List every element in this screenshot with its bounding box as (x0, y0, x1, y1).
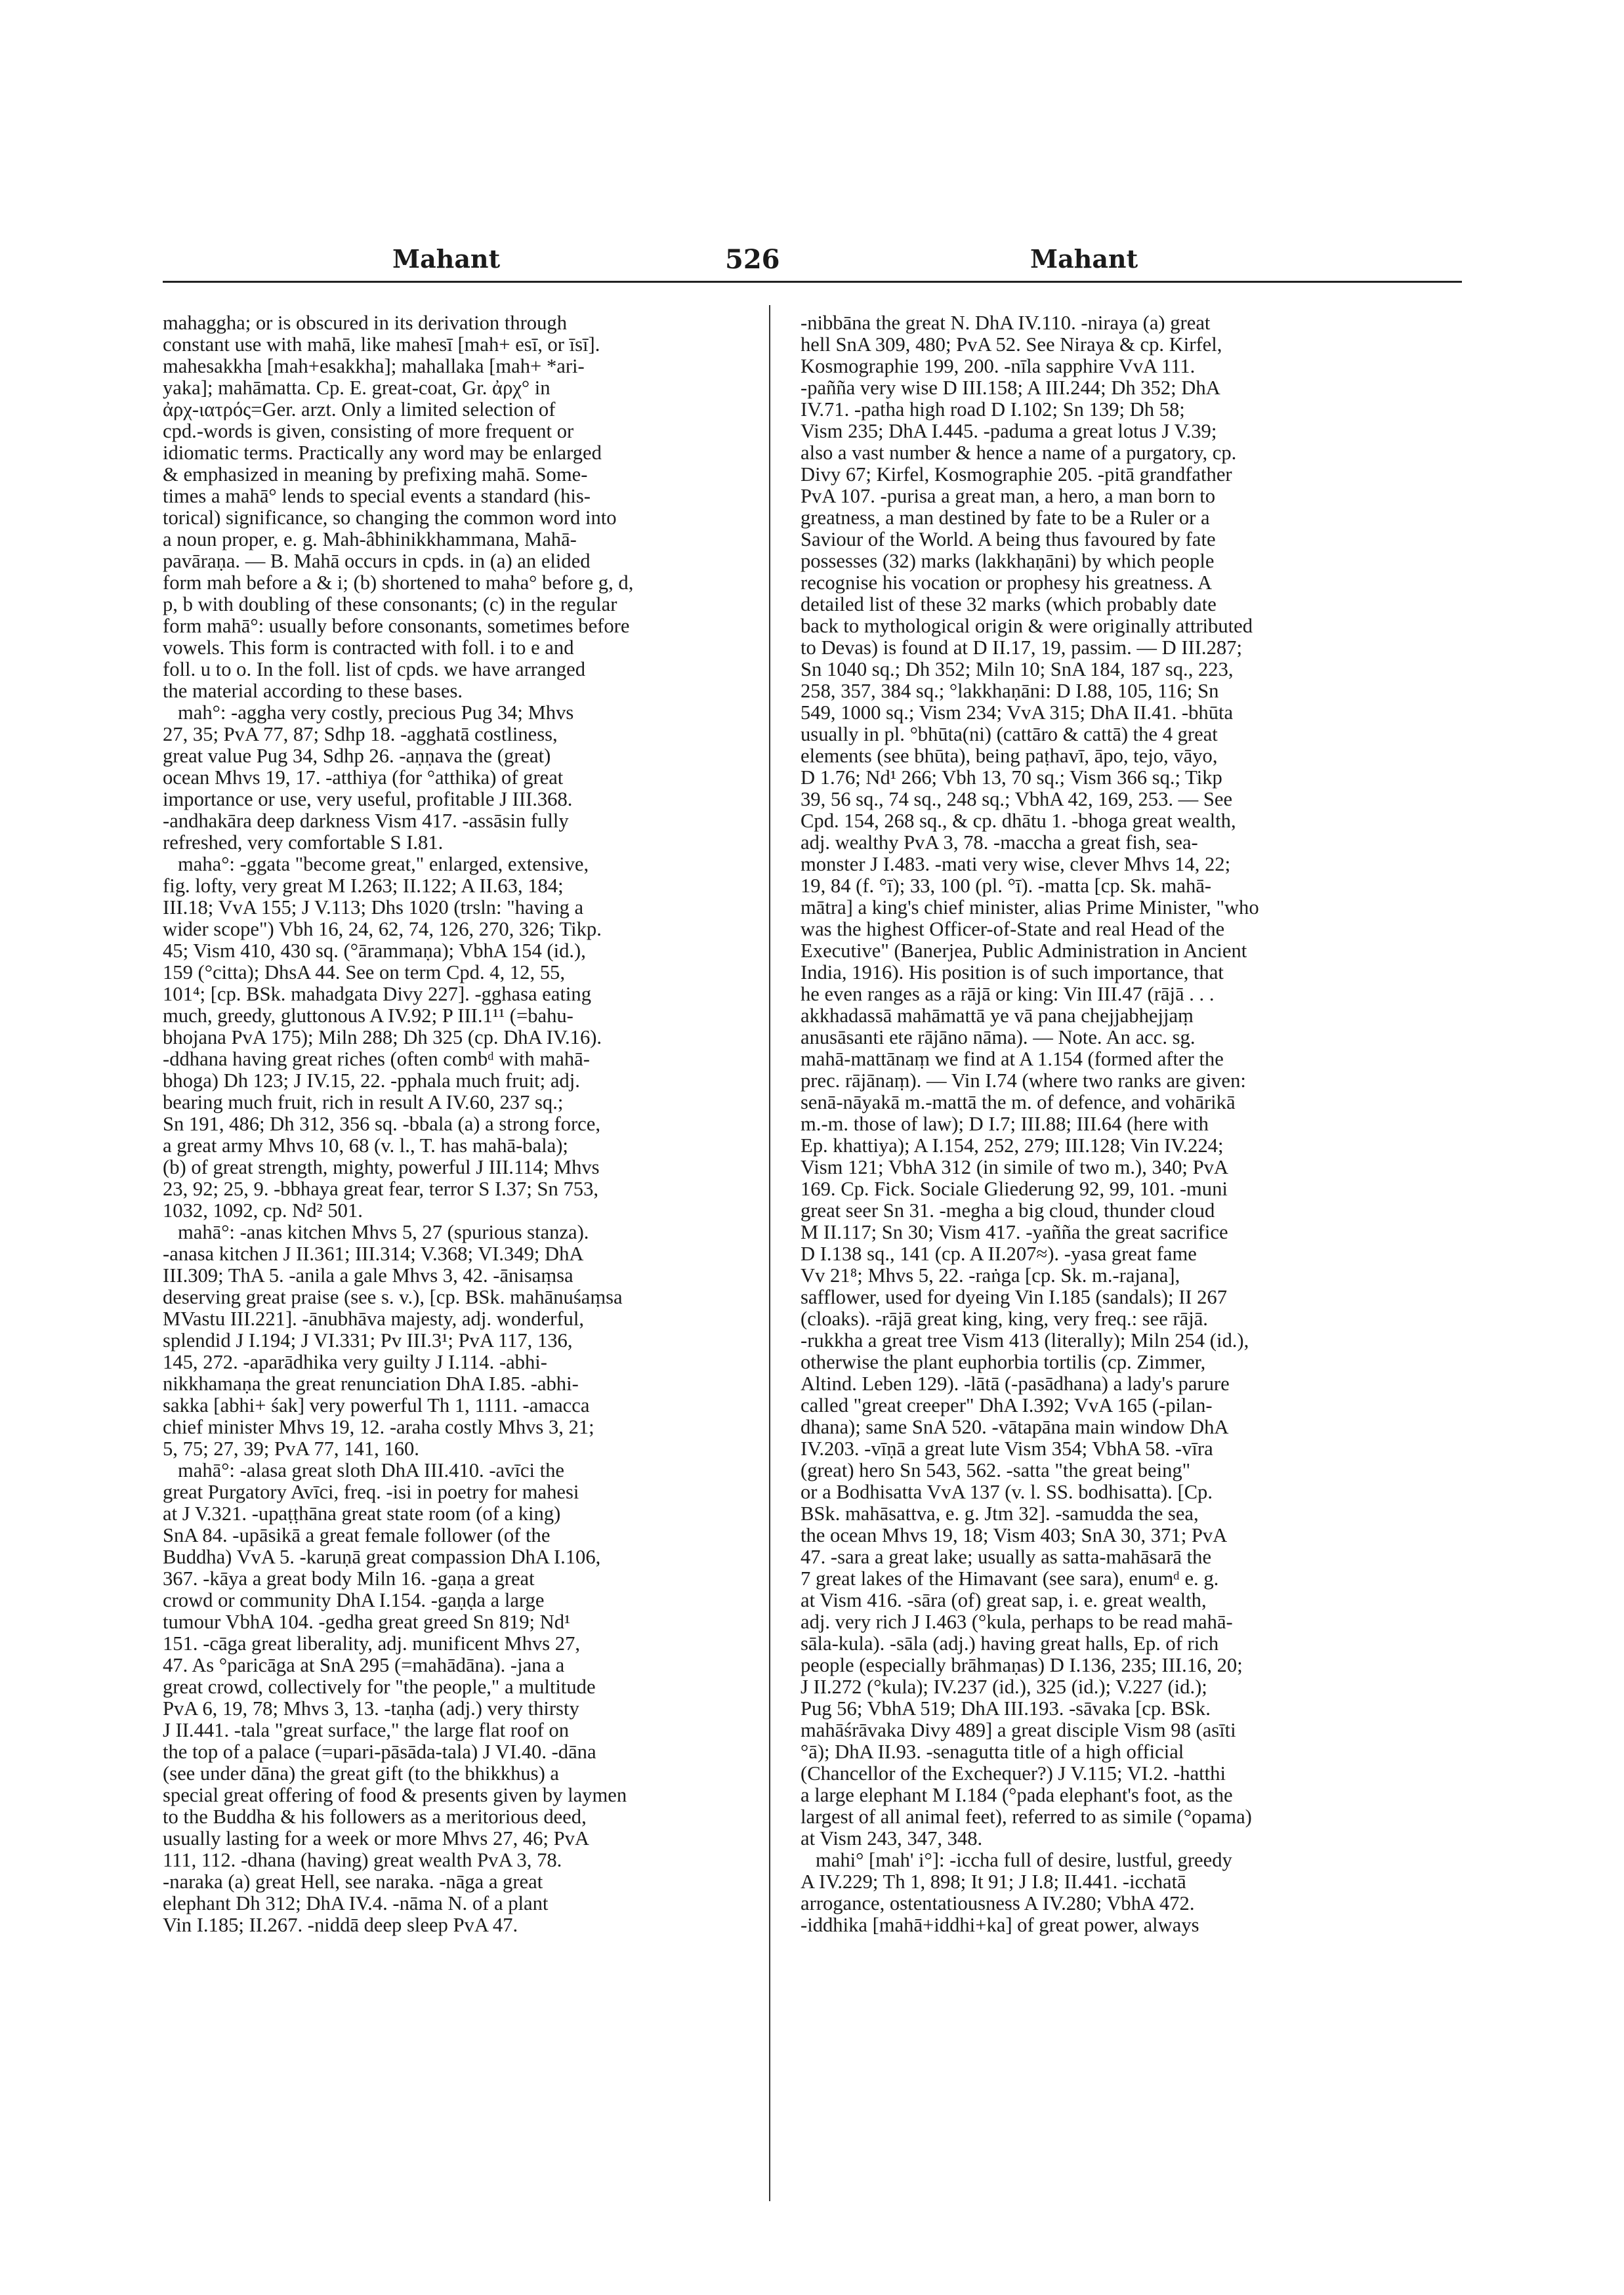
text-line: sakka [abhi+ śak] very powerful Th 1, 1111. -amacca (163, 1394, 590, 1416)
text-line: (see under dāna) the great gift (to the bhikkhus) a (163, 1762, 560, 1785)
text-line: m.-m. those of law); D I.7; III.88; III.64 (here with (801, 1113, 1209, 1135)
text-line: mahesakkha [mah+esakkha]; mahallaka [mah+ *ari- (163, 355, 585, 377)
text-line: the material according to these bases. (163, 680, 463, 702)
text-line: adj. wealthy PvA 3, 78. -maccha a great fish, sea- (801, 831, 1198, 854)
text-line: a great army Mhvs 10, 68 (v. l., T. has mahā-bala); (163, 1134, 568, 1157)
text-line: -naraka (a) great Hell, see naraka. -nāga a great (163, 1871, 543, 1893)
text-line: 549, 1000 sq.; Vism 234; VvA 315; DhA II.41. -bhūta (801, 701, 1234, 724)
text-line: cpd.-words is given, consisting of more frequent or (163, 420, 574, 442)
text-line: 27, 35; PvA 77, 87; Sdhp 18. -agghatā costliness, (163, 723, 558, 745)
text-line: Saviour of the World. A being thus favoured by fate (801, 528, 1216, 550)
text-line: sāla-kula). -sāla (adj.) having great halls, Ep. of rich (801, 1632, 1219, 1655)
text-line: monster J I.483. -mati very wise, clever Mhvs 14, 22; (801, 853, 1231, 875)
text-line: refreshed, very comfortable S I.81. (163, 831, 444, 854)
text-line: much, greedy, gluttonous A IV.92; P III.1¹¹ (=bahu- (163, 1004, 573, 1027)
text-line: usually in pl. °bhūta(ni) (cattāro & cattā) the 4 great (801, 723, 1218, 745)
text-line: hell SnA 309, 480; PvA 52. See Niraya & cp. Kirfel, (801, 333, 1222, 356)
text-line: & emphasized in meaning by prefixing mahā. Some- (163, 463, 588, 486)
text-line: mātra] a king's chief minister, alias Prime Minister, "who (801, 896, 1259, 919)
text-line: 39, 56 sq., 74 sq., 248 sq.; VbhA 42, 169, 253. — See (801, 788, 1233, 810)
text-line: (Chancellor of the Exchequer?) J V.115; VI.2. -hatthi (801, 1762, 1226, 1785)
text-line: special great offering of food & presents given by laymen (163, 1784, 627, 1806)
text-line: wider scope") Vbh 16, 24, 62, 74, 126, 270, 326; Tikp. (163, 918, 602, 940)
text-line: great seer Sn 31. -megha a big cloud, thunder cloud (801, 1199, 1215, 1222)
text-line: Sn 191, 486; Dh 312, 356 sq. -bbala (a) a strong force, (163, 1113, 600, 1135)
text-line: 19, 84 (f. °ī); 33, 100 (pl. °ī). -matta [cp. Sk. mahā- (801, 875, 1212, 897)
text-line: ἀρχ-ιατρός=Ger. arzt. Only a limited selection of (163, 398, 556, 421)
text-line: idiomatic terms. Practically any word may be enlarged (163, 442, 602, 464)
text-line: Cpd. 154, 268 sq., & cp. dhātu 1. -bhoga great wealth, (801, 810, 1236, 832)
text-line: Sn 1040 sq.; Dh 352; Miln 10; SnA 184, 187 sq., 223, (801, 658, 1234, 680)
text-line: -andhakāra deep darkness Vism 417. -assāsin fully (163, 810, 569, 832)
text-line: 101⁴; [cp. BSk. mahadgata Divy 227]. -gghasa eating (163, 983, 591, 1005)
right-column (801, 312, 1391, 1936)
text-line: dhana); same SnA 520. -vātapāna main window DhA (801, 1416, 1229, 1438)
text-line: 1032, 1092, cp. Nd² 501. (163, 1199, 363, 1222)
text-line: (cloaks). -rājā great king, king, very freq.: see rājā. (801, 1308, 1208, 1330)
text-line: anusāsanti ete rājāno nāma). — Note. An acc. sg. (801, 1026, 1196, 1048)
text-line: bearing much fruit, rich in result A IV.60, 237 sq.; (163, 1091, 564, 1113)
text-line: -iddhika [mahā+iddhi+ka] of great power, always (801, 1914, 1199, 1936)
text-line: mahā°: -alasa great sloth DhA III.410. -avīci the (163, 1459, 565, 1481)
text-line: 169. Cp. Fick. Sociale Gliederung 92, 99, 101. -muni (801, 1178, 1228, 1200)
text-line: mahā-mattānaṃ we find at A 1.154 (formed after the (801, 1048, 1224, 1070)
text-line: form mahā°: usually before consonants, sometimes before (163, 615, 630, 637)
text-line: elephant Dh 312; DhA IV.4. -nāma N. of a plant (163, 1892, 549, 1914)
text-line: (great) hero Sn 543, 562. -satta "the great being" (801, 1459, 1191, 1481)
text-line: -rukkha a great tree Vism 413 (literally); Miln 254 (id.), (801, 1329, 1249, 1352)
text-line: J II.272 (°kula); IV.237 (id.), 325 (id.); V.227 (id.); (801, 1676, 1207, 1698)
text-line: 111, 112. -dhana (having) great wealth PvA 3, 78. (163, 1849, 562, 1871)
text-line: 258, 357, 384 sq.; °lakkhaṇāni: D I.88, 105, 116; Sn (801, 680, 1219, 702)
text-line: adj. very rich J I.463 (°kula, perhaps to be read mahā- (801, 1611, 1233, 1633)
text-line: p, b with doubling of these consonants; (c) in the regular (163, 593, 617, 615)
text-line: M II.117; Sn 30; Vism 417. -yañña the great sacrifice (801, 1221, 1228, 1243)
text-line: greatness, a man destined by fate to be a Ruler or a (801, 507, 1210, 529)
text-line: akkhadassā mahāmattā ye vā pana chejjabhejjaṃ (801, 1004, 1194, 1027)
text-line: SnA 84. -upāsikā a great female follower (of the (163, 1524, 551, 1546)
text-line: Vv 21⁸; Mhvs 5, 22. -raṅga [cp. Sk. m.-rajana], (801, 1264, 1180, 1287)
text-line: detailed list of these 32 marks (which probably date (801, 593, 1217, 615)
text-line: Altind. Leben 129). -lātā (-pasādhana) a lady's parure (801, 1373, 1230, 1395)
text-line: -nibbāna the great N. DhA IV.110. -niraya (a) great (801, 312, 1211, 334)
text-line: °ā); DhA II.93. -senagutta title of a high official (801, 1741, 1184, 1763)
text-line: 45; Vism 410, 430 sq. (°ārammaṇa); VbhA 154 (id.), (163, 940, 586, 962)
text-line: senā-nāyakā m.-mattā the m. of defence, and vohārikā (801, 1091, 1236, 1113)
text-line: 23, 92; 25, 9. -bbhaya great fear, terror S I.37; Sn 753, (163, 1178, 599, 1200)
text-line: Kosmographie 199, 200. -nīla sapphire VvA 111. (801, 355, 1196, 377)
text-line: people (especially brāhmaṇas) D I.136, 235; III.16, 20; (801, 1654, 1243, 1676)
text-line: splendid J I.194; J VI.331; Pv III.3¹; PvA 117, 136, (163, 1329, 573, 1352)
text-line: Pug 56; VbhA 519; DhA III.193. -sāvaka [cp. BSk. (801, 1697, 1211, 1720)
text-line: importance or use, very useful, profitable J III.368. (163, 788, 573, 810)
text-line: the ocean Mhvs 19, 18; Vism 403; SnA 30, 371; PvA (801, 1524, 1228, 1546)
text-line: recognise his vocation or prophesy his greatness. A (801, 571, 1213, 594)
text-line: 47. As °paricāga at SnA 295 (=mahādāna). -jana a (163, 1654, 565, 1676)
page-number: 526 (725, 244, 780, 275)
text-line: D I.138 sq., 141 (cp. A II.207≈). -yasa great fame (801, 1243, 1197, 1265)
text-line: PvA 107. -purisa a great man, a hero, a man born to (801, 485, 1216, 507)
text-line: bhojana PvA 175); Miln 288; Dh 325 (cp. DhA IV.16). (163, 1026, 602, 1048)
text-line: crowd or community DhA I.154. -gaṇḍa a large (163, 1589, 545, 1611)
text-line: 5, 75; 27, 39; PvA 77, 141, 160. (163, 1437, 419, 1460)
text-line: called "great creeper" DhA I.392; VvA 165 (-pilan- (801, 1394, 1213, 1416)
text-line: -ddhana having great riches (often combᵈ with mahā- (163, 1048, 590, 1070)
text-line: foll. u to o. In the foll. list of cpds. we have arranged (163, 658, 585, 680)
text-line: 151. -cāga great liberality, adj. munificent Mhvs 27, (163, 1632, 581, 1655)
left-column (163, 312, 753, 1936)
text-line: (b) of great strength, mighty, powerful J III.114; Mhvs (163, 1156, 600, 1178)
text-line: bhoga) Dh 123; J IV.15, 22. -pphala much fruit; adj. (163, 1069, 580, 1092)
text-line: constant use with mahā, like mahesī [mah+ esī, or īsī]. (163, 333, 600, 356)
text-line: great Purgatory Avīci, freq. -isi in poetry for mahesi (163, 1481, 579, 1503)
text-line: J II.441. -tala "great surface," the large flat roof on (163, 1719, 570, 1741)
text-line: arrogance, ostentatiousness A IV.280; VbhA 472. (801, 1892, 1195, 1914)
text-line: form mah before a & i; (b) shortened to maha° before g, d, (163, 571, 634, 594)
text-line: 159 (°citta); DhsA 44. See on term Cpd. 4, 12, 55, (163, 961, 565, 983)
header-rule (163, 281, 1462, 283)
text-line: usually lasting for a week or more Mhvs 27, 46; PvA (163, 1827, 590, 1850)
text-line: a noun proper, e. g. Mah-âbhinikkhammana, Mahā- (163, 528, 577, 550)
text-line: nikkhamaṇa the great renunciation DhA I.85. -abhi- (163, 1373, 579, 1395)
text-line: IV.203. -vīṇā a great lute Vism 354; VbhA 58. -vīra (801, 1437, 1213, 1460)
text-line: mahā°: -anas kitchen Mhvs 5, 27 (spurious stanza). (163, 1221, 589, 1243)
text-line: 47. -sara a great lake; usually as satta-mahāsarā the (801, 1546, 1212, 1568)
text-line: to the Buddha & his followers as a meritorious deed, (163, 1806, 587, 1828)
text-line: 7 great lakes of the Himavant (see sara), enumᵈ e. g. (801, 1567, 1219, 1590)
text-line: fig. lofty, very great M I.263; II.122; A II.63, 184; (163, 875, 564, 897)
text-line: otherwise the plant euphorbia tortilis (cp. Zimmer, (801, 1351, 1206, 1373)
text-line: ocean Mhvs 19, 17. -atthiya (for °atthika) of great (163, 766, 564, 789)
text-line: PvA 6, 19, 78; Mhvs 3, 13. -taṇha (adj.) very thirsty (163, 1697, 579, 1720)
text-line: was the highest Officer-of-State and real Head of the (801, 918, 1225, 940)
text-line: torical) significance, so changing the common word into (163, 507, 617, 529)
text-line: mahāśrāvaka Divy 489] a great disciple Vism 98 (asīti (801, 1719, 1236, 1741)
text-line: India, 1916). His position is of such importance, that (801, 961, 1224, 983)
text-line: III.309; ThA 5. -anila a gale Mhvs 3, 42. -ānisaṃsa (163, 1264, 573, 1287)
text-line: -anasa kitchen J II.361; III.314; V.368; VI.349; DhA (163, 1243, 584, 1265)
text-line: IV.71. -patha high road D I.102; Sn 139; Dh 58; (801, 398, 1185, 421)
text-line: MVastu III.221]. -ānubhāva majesty, adj. wonderful, (163, 1308, 585, 1330)
text-line: maha°: -ggata "become great," enlarged, extensive, (163, 853, 589, 875)
text-line: -pañña very wise D III.158; A III.244; Dh 352; DhA (801, 377, 1220, 399)
text-line: the top of a palace (=upari-pāsāda-tala) J VI.40. -dāna (163, 1741, 596, 1763)
text-line: mah°: -aggha very costly, precious Pug 34; Mhvs (163, 701, 574, 724)
text-line: Vism 235; DhA I.445. -paduma a great lotus J V.39; (801, 420, 1217, 442)
text-line: prec. rājānaṃ). — Vin I.74 (where two ranks are given: (801, 1069, 1246, 1092)
text-line: Buddha) VvA 5. -karuṇā great compassion DhA I.106, (163, 1546, 601, 1568)
text-line: or a Bodhisatta VvA 137 (v. l. SS. bodhisatta). [Cp. (801, 1481, 1213, 1503)
text-line: safflower, used for dyeing Vin I.185 (sandals); II 267 (801, 1286, 1228, 1308)
text-line: D 1.76; Nd¹ 266; Vbh 13, 70 sq.; Vism 366 sq.; Tikp (801, 766, 1222, 789)
text-line: Ep. khattiya); A I.154, 252, 279; III.128; Vin IV.224; (801, 1134, 1224, 1157)
text-line: largest of all animal feet), referred to as simile (°opama) (801, 1806, 1252, 1828)
text-line: deserving great praise (see s. v.), [cp. BSk. mahānuśaṃsa (163, 1286, 623, 1308)
text-line: A IV.229; Th 1, 898; It 91; J I.8; II.441. -icchatā (801, 1871, 1186, 1893)
text-line: times a mahā° lends to special events a standard (his- (163, 485, 591, 507)
text-line: to Devas) is found at D II.17, 19, passim. — D III.287; (801, 636, 1242, 659)
text-line: great value Pug 34, Sdhp 26. -aṇṇava the (great) (163, 745, 551, 767)
text-line: also a vast number & hence a name of a purgatory, cp. (801, 442, 1237, 464)
text-line: at J V.321. -upaṭṭhāna great state room (of a king) (163, 1502, 561, 1525)
text-line: mahi° [mah' i°]: -iccha full of desire, lustful, greedy (801, 1849, 1232, 1871)
text-line: at Vism 416. -sāra (of) great sap, i. e. great wealth, (801, 1589, 1207, 1611)
text-line: great crowd, collectively for "the people," a multitude (163, 1676, 596, 1698)
text-line: back to mythological origin & were originally attributed (801, 615, 1253, 637)
text-line: vowels. This form is contracted with foll. i to e and (163, 636, 574, 659)
text-line: a large elephant M I.184 (°pada elephant's foot, as the (801, 1784, 1233, 1806)
text-line: at Vism 243, 347, 348. (801, 1827, 983, 1850)
text-line: Vin I.185; II.267. -niddā deep sleep PvA 47. (163, 1914, 518, 1936)
text-line: 367. -kāya a great body Miln 16. -gaṇa a great (163, 1567, 535, 1590)
text-line: chief minister Mhvs 19, 12. -araha costly Mhvs 3, 21; (163, 1416, 594, 1438)
text-line: yaka]; mahāmatta. Cp. E. great-coat, Gr. ἀρχ° in (163, 377, 551, 399)
text-line: Executive" (Banerjea, Public Administration in Ancient (801, 940, 1247, 962)
text-line: Divy 67; Kirfel, Kosmographie 205. -pitā grandfather (801, 463, 1232, 486)
text-line: possesses (32) marks (lakkhaṇāni) by which people (801, 550, 1215, 572)
running-head-right: Mahant (1030, 244, 1138, 274)
text-line: BSk. mahāsattva, e. g. Jtm 32]. -samudda the sea, (801, 1502, 1199, 1525)
text-line: 145, 272. -aparādhika very guilty J I.114. -abhi- (163, 1351, 547, 1373)
text-line: mahaggha; or is obscured in its derivation through (163, 312, 567, 334)
text-line: tumour VbhA 104. -gedha great greed Sn 819; Nd¹ (163, 1611, 571, 1633)
text-line: he even ranges as a rājā or king: Vin III.47 (rājā . . . (801, 983, 1215, 1005)
text-line: Vism 121; VbhA 312 (in simile of two m.), 340; PvA (801, 1156, 1228, 1178)
text-line: elements (see bhūta), being paṭhavī, āpo, tejo, vāyo, (801, 745, 1218, 767)
text-line: pavāraṇa. — B. Mahā occurs in cpds. in (a) an elided (163, 550, 591, 572)
running-head-left: Mahant (392, 244, 501, 274)
text-line: III.18; VvA 155; J V.113; Dhs 1020 (trsln: "having a (163, 896, 584, 919)
column-divider (769, 305, 770, 2201)
